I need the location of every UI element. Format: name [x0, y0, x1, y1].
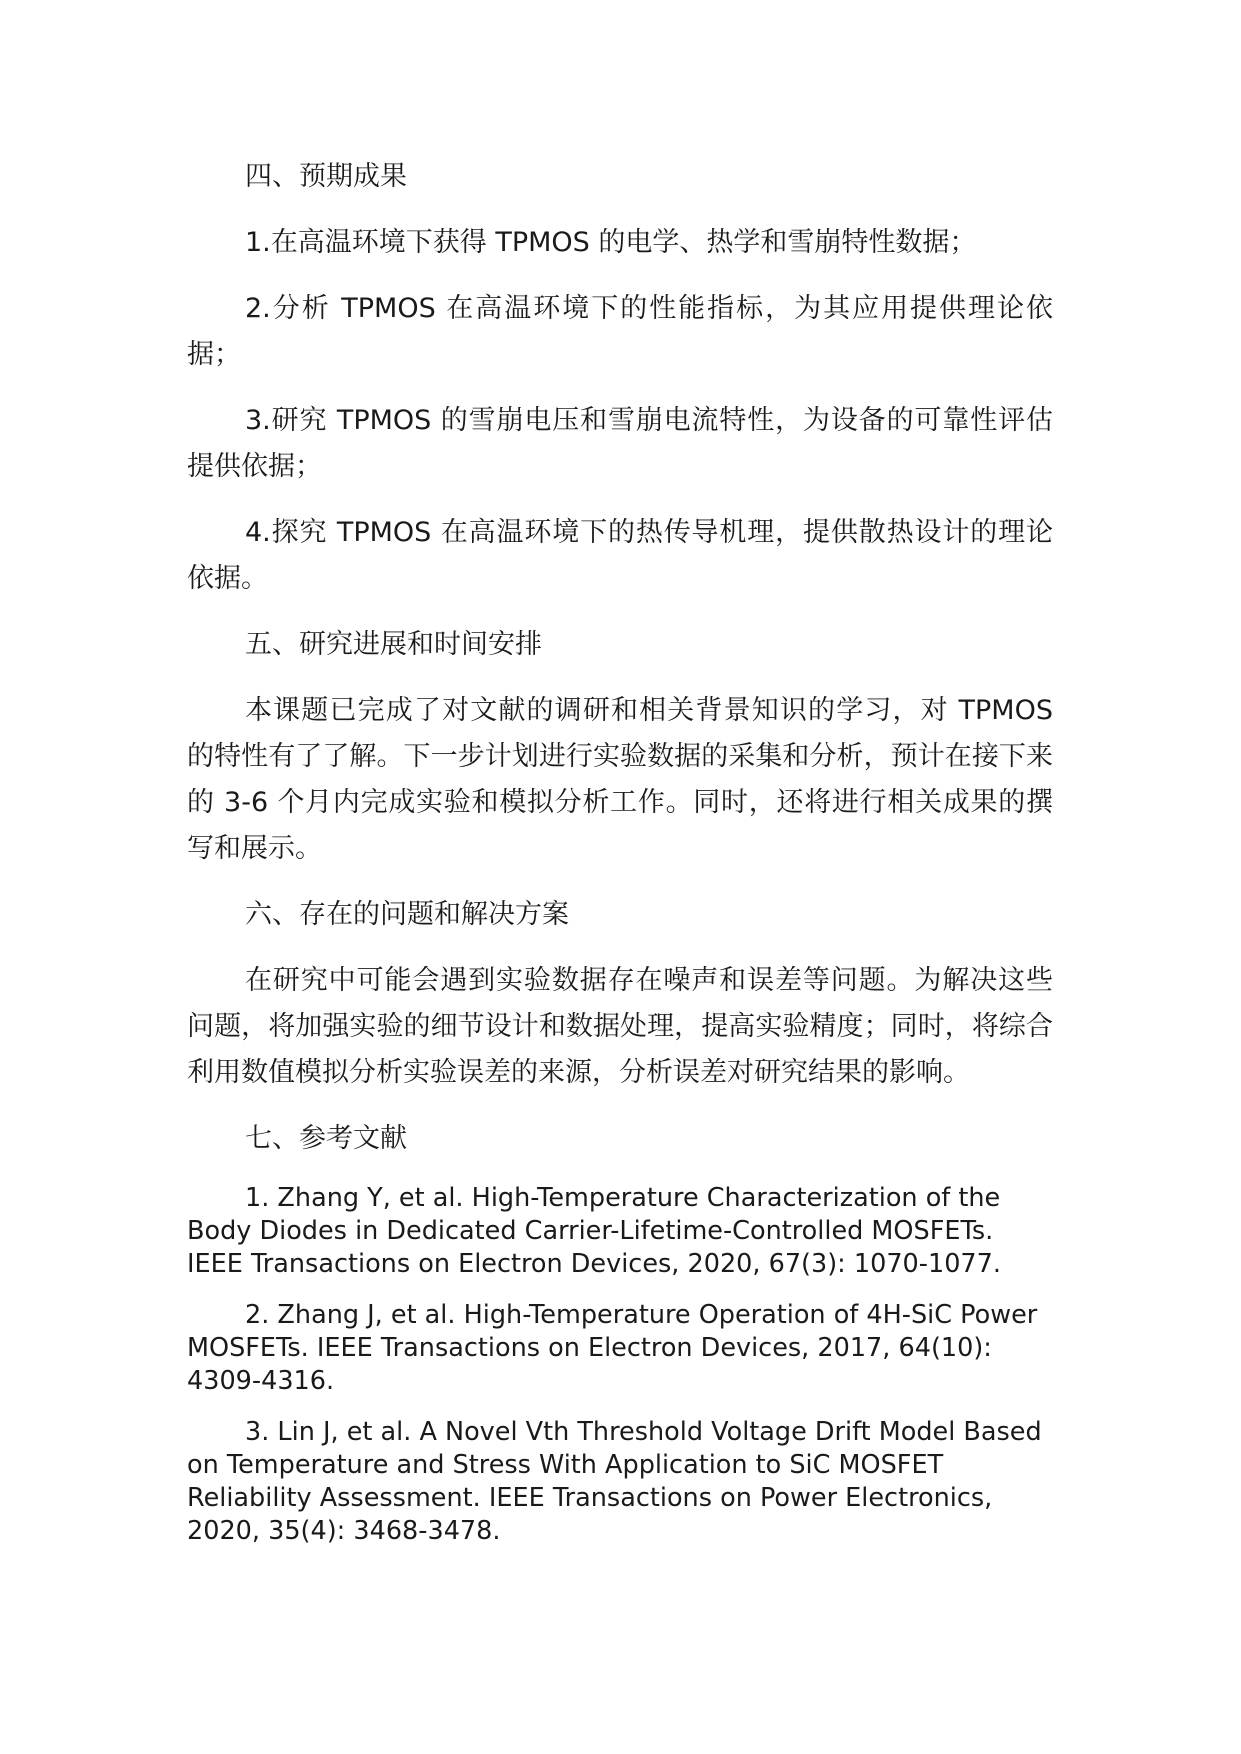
reference-item: 2. Zhang J, et al. High-Temperature Operation of 4H-SiC Power MOSFETs. IEEE Transactions on Electron Devices, 2017, 64(10): 4309-4316. [187, 1300, 1038, 1396]
reference-item: 1. Zhang Y, et al. High-Temperature Characterization of the Body Diodes in Dedicated Carrier-Lifetime-Controlled MOSFETs. IEEE Transactions on Electron Devices, 2020, 67(3): 1070-1077. [187, 1183, 1001, 1279]
section-heading-progress: 五、研究进展和时间安排 [245, 629, 542, 660]
problems-paragraph: 在研究中可能会遇到实验数据存在噪声和误差等问题。为解决这些问题，将加强实验的细节设计和数据处理，提高实验精度；同时，将综合利用数值模拟分析实验误差的来源，分析误差对研究结果的影响。 [187, 965, 1053, 1088]
section-heading-problems: 六、存在的问题和解决方案 [245, 899, 569, 930]
section-heading-references: 七、参考文献 [245, 1123, 407, 1154]
page-content [187, 154, 1053, 1566]
expected-result-item: 1.在高温环境下获得 TPMOS 的电学、热学和雪崩特性数据； [245, 227, 977, 258]
expected-result-item: 4.探究 TPMOS 在高温环境下的热传导机理，提供散热设计的理论依据。 [187, 517, 1053, 594]
progress-paragraph: 本课题已完成了对文献的调研和相关背景知识的学习，对 TPMOS 的特性有了了解。下一步计划进行实验数据的采集和分析，预计在接下来的 3-6 个月内完成实验和模拟分析工作。同时，还将进行相关成果的撰写和展示。 [187, 695, 1053, 864]
reference-item: 3. Lin J, et al. A Novel Vth Threshold Voltage Drift Model Based on Temperature and Stress With Application to SiC MOSFET Reliability Assessment. IEEE Transactions on Power Electronics, 2020, 35(4): 3468-3478. [187, 1417, 1042, 1546]
expected-result-item: 2.分析 TPMOS 在高温环境下的性能指标，为其应用提供理论依据； [187, 293, 1053, 370]
reference-list [187, 1182, 1053, 1548]
section-heading-expected-results: 四、预期成果 [245, 161, 407, 192]
expected-result-item: 3.研究 TPMOS 的雪崩电压和雪崩电流特性，为设备的可靠性评估提供依据； [187, 405, 1053, 482]
